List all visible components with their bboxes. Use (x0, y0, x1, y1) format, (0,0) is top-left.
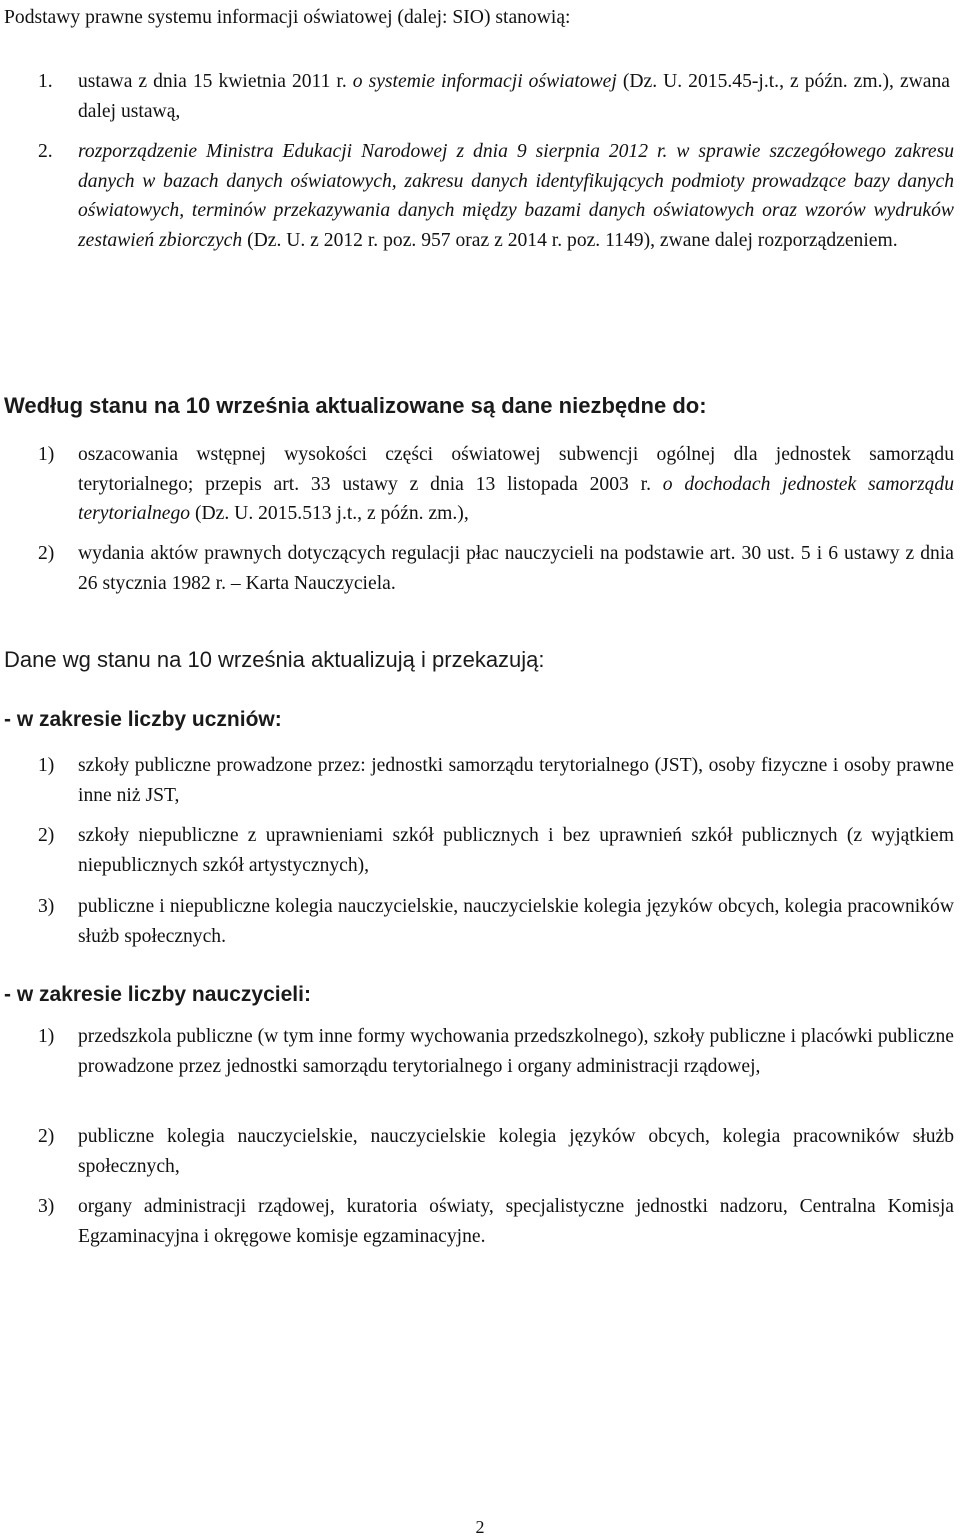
list-number: 1. (38, 71, 53, 92)
list-item-text: publiczne i niepubliczne kolegia nauczycielskie, nauczycielskie kolegia języków obcych, kolegia pracowników służb społecznych. (78, 896, 954, 947)
list-number: 1) (38, 1026, 55, 1047)
list-item-text: organy administracji rządowej, kuratoria oświaty, specjalistyczne jednostki nadzoru, Centralna Komisja Egzaminacyjna i okręgowe komisje egzaminacyjne. (78, 1196, 954, 1247)
list-number: 2) (38, 543, 55, 564)
plain-text: (Dz. U. 2015.513 j.t., z późn. zm.), (190, 503, 469, 525)
list-item-text (78, 137, 954, 255)
list-number: 2. (38, 141, 53, 162)
list-item (38, 892, 954, 951)
plain-text: ustawa z dnia 15 kwietnia 2011 r. (78, 71, 353, 92)
plain-text: (Dz. U. z 2012 r. poz. 957 oraz z 2014 r. poz. 1149), zwane dalej rozporządzeniem. (242, 229, 898, 251)
list-item-text: szkoły niepubliczne z uprawnieniami szkół publicznych i bez uprawnień szkół publicznych (z wyjątkiem niepublicznych szkół artystycznych), (78, 825, 954, 876)
legal-basis-item (38, 67, 950, 126)
list-item (38, 821, 954, 880)
act-title: o dochodach jednostek samorządu terytorialnego (78, 473, 954, 525)
list-item-text (78, 67, 950, 126)
list-item (38, 1122, 954, 1181)
list-item (38, 539, 954, 598)
list-number: 2) (38, 1126, 55, 1147)
section-heading: Według stanu na 10 września aktualizowane są dane niezbędne do: (4, 393, 707, 418)
list-number: 3) (38, 896, 55, 917)
legal-basis-item (38, 137, 954, 255)
list-number: 2) (38, 825, 55, 846)
list-number: 1) (38, 444, 55, 465)
list-item (38, 1022, 954, 1081)
plain-text: (Dz. U. 2015.45-j.t., z późn. zm.), zwana dalej ustawą, (78, 71, 950, 122)
page-number: 2 (475, 1517, 485, 1537)
list-item-text: publiczne kolegia nauczycielskie, nauczycielskie kolegia języków obcych, kolegia pracowników służb społecznych, (78, 1126, 954, 1177)
list-item-text (78, 539, 954, 598)
list-number: 1) (38, 755, 55, 776)
act-title: o systemie informacji oświatowej (352, 71, 617, 92)
list-item (38, 751, 954, 810)
subsection-heading: - w zakresie liczby uczniów: (4, 708, 282, 731)
list-item (38, 440, 954, 529)
list-item-text: szkoły publiczne prowadzone przez: jednostki samorządu terytorialnego (JST), osoby fizyczne i osoby prawne inne niż JST, (78, 755, 954, 806)
subsection-heading: - w zakresie liczby nauczycieli: (4, 983, 311, 1006)
plain-text: oszacowania wstępnej wysokości części oświatowej subwencji ogólnej dla jednostek samorządu terytorialnego; przepis art. 33 ustawy z dnia 13 listopada 2003 r. (78, 444, 954, 495)
list-number: 3) (38, 1196, 55, 1217)
section-heading: Dane wg stanu na 10 września aktualizują i przekazują: (4, 647, 545, 672)
list-item (38, 1192, 954, 1251)
plain-text: wydania aktów prawnych dotyczących regulacji płac nauczycieli na podstawie art. 30 ust. 5 i 6 ustawy z dnia 26 stycznia 1982 r. – Karta Nauczyciela. (78, 543, 954, 594)
list-item-text (78, 440, 954, 529)
act-title: rozporządzenie Ministra Edukacji Narodowej z dnia 9 sierpnia 2012 r. w sprawie szczegółowego zakresu danych w bazach danych oświatowych, zakresu danych identyfikujących podmioty prowadzące bazy danych oświatowych, terminów przekazywania danych między bazami danych oświatowych oraz wzorów wydruków zestawień zbiorczych (78, 141, 954, 251)
list-item-text: przedszkola publiczne (w tym inne formy wychowania przedszkolnego), szkoły publiczne i placówki publiczne prowadzone przez jednostki samorządu terytorialnego i organy administracji rządowej, (78, 1026, 954, 1077)
intro-paragraph: Podstawy prawne systemu informacji oświatowej (dalej: SIO) stanowią: (4, 7, 571, 28)
